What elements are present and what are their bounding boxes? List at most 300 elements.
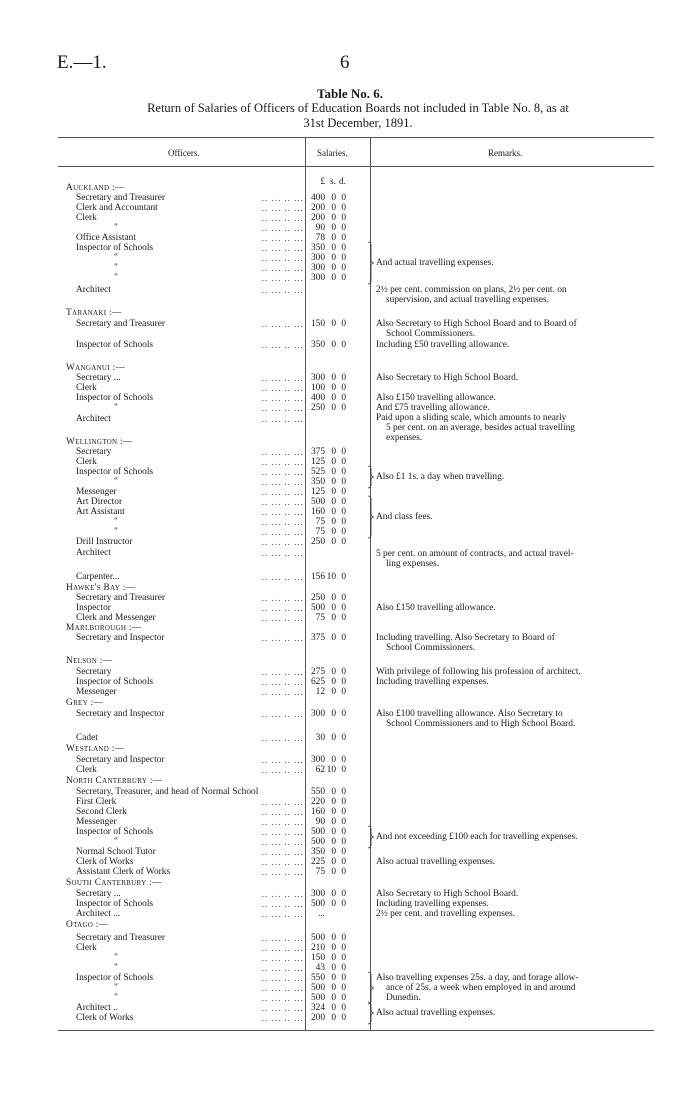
officer-label: " bbox=[114, 263, 118, 273]
officer-label: " bbox=[114, 517, 118, 527]
leader-dots: .. ... .. ... bbox=[261, 340, 304, 350]
salary-pence: 0 bbox=[341, 457, 346, 467]
salary-pounds: 500 bbox=[310, 933, 325, 943]
remark-text bbox=[376, 285, 652, 305]
remark-line: Including travelling expenses. bbox=[376, 899, 489, 909]
remark-text bbox=[376, 1008, 652, 1018]
remark-line: And not exceeding £100 each for travelling expenses. bbox=[376, 832, 578, 842]
officer-label: Grey :— bbox=[66, 698, 104, 708]
leader-dots: .. ... .. ... bbox=[261, 953, 304, 963]
salary-pence: 0 bbox=[341, 340, 346, 350]
salary-pounds: 43 bbox=[315, 963, 325, 973]
remark-line: ling expenses. bbox=[386, 559, 440, 569]
salary-pence: 0 bbox=[341, 889, 346, 899]
salary-pounds: 500 bbox=[310, 983, 325, 993]
leader-dots: .. ... .. ... bbox=[261, 837, 304, 847]
salary-pounds: 550 bbox=[310, 973, 325, 983]
salary-shillings: 0 bbox=[331, 943, 336, 953]
leader-dots: .. ... .. ... bbox=[261, 548, 304, 558]
salary-pounds: 200 bbox=[310, 1013, 325, 1023]
remark-line: Also Secretary to High School Board. bbox=[376, 373, 519, 383]
officer-label: Auckland :— bbox=[66, 183, 125, 193]
salary-pence: 0 bbox=[341, 667, 346, 677]
brace-mark bbox=[367, 241, 375, 285]
salary-shillings: 0 bbox=[331, 537, 336, 547]
salary-shillings: 0 bbox=[331, 613, 336, 623]
leader-dots: .. ... .. ... bbox=[261, 447, 304, 457]
remark-line: And class fees. bbox=[376, 512, 433, 522]
salary-pounds: 200 bbox=[310, 213, 325, 223]
salary-shillings: 0 bbox=[331, 733, 336, 743]
salary-pence: 0 bbox=[341, 253, 346, 263]
officer-label: Secretary, Treasurer, and head of Normal School bbox=[76, 787, 259, 797]
leader-dots: .. ... .. ... bbox=[261, 403, 304, 413]
salary-pence: 0 bbox=[341, 507, 346, 517]
remark-line: Dunedin. bbox=[386, 993, 421, 1003]
salary-pence: 0 bbox=[341, 403, 346, 413]
salary-shillings: 0 bbox=[331, 477, 336, 487]
salary-pence: 0 bbox=[341, 593, 346, 603]
salary-pounds: 350 bbox=[310, 243, 325, 253]
salary-shillings: 0 bbox=[331, 403, 336, 413]
officer-label: North Canterbury :— bbox=[66, 776, 163, 786]
leader-dots: .. ... .. ... bbox=[261, 603, 304, 613]
salary-shillings: 0 bbox=[331, 787, 336, 797]
salary-shillings: 0 bbox=[331, 983, 336, 993]
salary-pence: 0 bbox=[341, 383, 346, 393]
officer-label: Taranaki :— bbox=[66, 308, 122, 318]
remark-line: School Commissioners and to High School Board. bbox=[386, 719, 576, 729]
salary-pence: 0 bbox=[341, 393, 346, 403]
salary-pence: 0 bbox=[341, 243, 346, 253]
remark-line: Including travelling. Also Secretary to Board of bbox=[376, 633, 555, 643]
leader-dots: .. ... .. ... bbox=[261, 1013, 304, 1023]
salary-pence: 0 bbox=[341, 817, 346, 827]
officer-label: Nelson :— bbox=[66, 656, 113, 666]
remark-text bbox=[376, 403, 652, 413]
salary-shillings: 0 bbox=[331, 817, 336, 827]
salary-pounds: 350 bbox=[310, 847, 325, 857]
salary-pounds: 550 bbox=[310, 787, 325, 797]
salary-pence: 0 bbox=[341, 603, 346, 613]
salary-pounds: 30 bbox=[315, 733, 325, 743]
page-header-ref: E.—1. bbox=[57, 52, 107, 73]
leader-dots: .. ... .. ... bbox=[261, 285, 304, 295]
officer-label: Assistant Clerk of Works bbox=[76, 867, 171, 877]
leader-dots: .. ... .. ... bbox=[261, 817, 304, 827]
officer-label: " bbox=[114, 403, 118, 413]
remark-text bbox=[376, 857, 652, 867]
salary-pounds: 125 bbox=[310, 457, 325, 467]
officer-label: Carpenter... bbox=[76, 572, 120, 582]
remark-line: supervision, and actual travelling expenses. bbox=[386, 295, 549, 305]
salary-shillings: 0 bbox=[331, 827, 336, 837]
leader-dots: .. ... .. ... bbox=[261, 909, 304, 919]
leader-dots: .. ... .. ... bbox=[261, 687, 304, 697]
leader-dots: .. ... .. ... bbox=[261, 613, 304, 623]
salary-pounds: 350 bbox=[310, 340, 325, 350]
salary-pence: 0 bbox=[341, 223, 346, 233]
table-subtitle-line-2: 31st December, 1891. bbox=[303, 116, 413, 130]
salary-shillings: 0 bbox=[331, 319, 336, 329]
salary-pence: 0 bbox=[341, 993, 346, 1003]
leader-dots: .. ... .. ... bbox=[261, 827, 304, 837]
remark-text bbox=[376, 909, 652, 919]
salary-pounds: 500 bbox=[310, 497, 325, 507]
officer-label: Secretary bbox=[76, 447, 112, 457]
leader-dots: .. ... .. ... bbox=[261, 755, 304, 765]
salary-shillings: 0 bbox=[331, 633, 336, 643]
leader-dots: .. ... .. ... bbox=[261, 667, 304, 677]
officer-label: Cadet bbox=[76, 733, 98, 743]
officer-label: Marlborough :— bbox=[66, 623, 142, 633]
salary-pence: 0 bbox=[341, 709, 346, 719]
leader-dots: .. ... .. ... bbox=[261, 263, 304, 273]
brace-mark bbox=[367, 1001, 375, 1025]
salary-pounds: 125 bbox=[310, 487, 325, 497]
leader-dots: .. ... .. ... bbox=[261, 233, 304, 243]
officer-label: Secretary and Inspector bbox=[76, 633, 165, 643]
page-number: 6 bbox=[340, 52, 350, 73]
salary-shillings: 0 bbox=[331, 867, 336, 877]
remark-line: Also £150 travelling allowance. bbox=[376, 393, 496, 403]
leader-dots: .. ... .. ... bbox=[261, 527, 304, 537]
salary-pounds: 210 bbox=[310, 943, 325, 953]
leader-dots: .. ... .. ... bbox=[261, 383, 304, 393]
salary-pounds: 75 bbox=[315, 613, 325, 623]
currency-pence: d. bbox=[338, 177, 346, 187]
salary-shillings: 0 bbox=[331, 527, 336, 537]
leader-dots: .. ... .. ... bbox=[261, 889, 304, 899]
brace-mark bbox=[367, 971, 375, 1005]
salary-pounds: 324 bbox=[310, 1003, 325, 1013]
salary-pence: 0 bbox=[341, 797, 346, 807]
salary-shillings: 0 bbox=[331, 973, 336, 983]
salary-pounds: 220 bbox=[310, 797, 325, 807]
remark-line: And actual travelling expenses. bbox=[376, 258, 494, 268]
salary-pounds: 300 bbox=[310, 709, 325, 719]
officer-label: First Clerk bbox=[76, 797, 117, 807]
officer-label: Inspector of Schools bbox=[76, 243, 154, 253]
remark-text bbox=[376, 373, 652, 383]
salary-pence: 0 bbox=[341, 633, 346, 643]
leader-dots: .. ... .. ... bbox=[261, 487, 304, 497]
leader-dots: .. ... .. ... bbox=[261, 765, 304, 775]
officer-label: Art Assistant bbox=[76, 507, 125, 517]
salary-pence: 0 bbox=[341, 319, 346, 329]
remark-text bbox=[376, 340, 652, 350]
salary-shillings: 0 bbox=[331, 340, 336, 350]
salary-pence: 0 bbox=[341, 1003, 346, 1013]
salary-pounds: 90 bbox=[315, 817, 325, 827]
leader-dots: .. ... .. ... bbox=[261, 899, 304, 909]
salary-pounds: 250 bbox=[310, 593, 325, 603]
salary-pence: 0 bbox=[341, 857, 346, 867]
salary-shillings: 0 bbox=[331, 709, 336, 719]
remark-line: 2½ per cent. commission on plans, 2½ per cent. on bbox=[376, 285, 567, 295]
table-subtitle-line-1: Return of Salaries of Officers of Education Boards not included in Table No. 8, as at bbox=[147, 101, 569, 115]
salary-shillings: 0 bbox=[331, 203, 336, 213]
salary-shillings: 0 bbox=[331, 517, 336, 527]
salary-pence: 0 bbox=[341, 233, 346, 243]
salary-pounds: 350 bbox=[310, 477, 325, 487]
leader-dots: .. ... .. ... bbox=[261, 477, 304, 487]
remark-line: Including travelling expenses. bbox=[376, 677, 489, 687]
salary-shillings: 0 bbox=[331, 487, 336, 497]
remark-text bbox=[376, 832, 652, 842]
leader-dots: .. ... .. ... bbox=[261, 1003, 304, 1013]
salary-pence: 0 bbox=[341, 447, 346, 457]
currency-pounds: £ bbox=[320, 177, 325, 187]
leader-dots: .. ... .. ... bbox=[261, 517, 304, 527]
salary-pence: 0 bbox=[341, 263, 346, 273]
salary-pounds: 300 bbox=[310, 373, 325, 383]
salary-shillings: 0 bbox=[331, 213, 336, 223]
column-header-officers: Officers. bbox=[168, 148, 200, 158]
salary-pence: 0 bbox=[341, 899, 346, 909]
officer-label: " bbox=[114, 527, 118, 537]
remark-line: 5 per cent. on amount of contracts, and actual travel- bbox=[376, 549, 574, 559]
salary-shillings: 0 bbox=[331, 755, 336, 765]
remark-text bbox=[376, 709, 652, 729]
leader-dots: .. ... .. ... bbox=[261, 319, 304, 329]
salary-shillings: 10 bbox=[326, 765, 336, 775]
salary-pounds: 150 bbox=[310, 319, 325, 329]
officer-label: " bbox=[114, 223, 118, 233]
officer-label: Clerk of Works bbox=[76, 1013, 134, 1023]
salary-shillings: 0 bbox=[331, 963, 336, 973]
leader-dots: .. ... .. ... bbox=[261, 733, 304, 743]
remark-line: And £75 travelling allowance. bbox=[376, 403, 490, 413]
salary-pounds: 275 bbox=[310, 667, 325, 677]
salary-shillings: 0 bbox=[331, 243, 336, 253]
officer-label: Westland :— bbox=[66, 744, 125, 754]
leader-dots: .. ... .. ... bbox=[261, 393, 304, 403]
officer-label: " bbox=[114, 983, 118, 993]
salary-pence: 0 bbox=[341, 943, 346, 953]
leader-dots: .. ... .. ... bbox=[261, 933, 304, 943]
remark-line: Also Secretary to High School Board and to Board of bbox=[376, 319, 577, 329]
salary-pence: 0 bbox=[341, 827, 346, 837]
salary-shillings: 0 bbox=[331, 899, 336, 909]
officer-label: Architect bbox=[76, 285, 111, 295]
remark-line: ance of 25s. a week when employed in and around bbox=[386, 983, 576, 993]
remark-text bbox=[376, 667, 652, 677]
officer-label: Inspector of Schools bbox=[76, 393, 154, 403]
leader-dots: .. ... .. ... bbox=[261, 807, 304, 817]
salary-pounds: ... bbox=[317, 909, 325, 919]
leader-dots: .. ... .. ... bbox=[261, 857, 304, 867]
officer-label: Architect .. bbox=[76, 1003, 118, 1013]
salary-pounds: 525 bbox=[310, 467, 325, 477]
salary-pounds: 300 bbox=[310, 273, 325, 283]
leader-dots: .. ... .. ... bbox=[261, 709, 304, 719]
salary-pounds: 300 bbox=[310, 889, 325, 899]
leader-dots: .. ... .. ... bbox=[261, 467, 304, 477]
salary-pence: 0 bbox=[341, 527, 346, 537]
salary-pounds: 160 bbox=[310, 507, 325, 517]
salary-shillings: 0 bbox=[331, 933, 336, 943]
salary-shillings: 0 bbox=[331, 457, 336, 467]
officer-label: Secretary and Inspector bbox=[76, 709, 165, 719]
officer-label: Clerk and Messenger bbox=[76, 613, 156, 623]
officer-label: Normal School Tutor bbox=[76, 847, 156, 857]
salary-pence: 0 bbox=[341, 733, 346, 743]
salary-shillings: 10 bbox=[326, 572, 336, 582]
salary-pence: 0 bbox=[341, 933, 346, 943]
officer-label: Second Clerk bbox=[76, 807, 127, 817]
officer-label: Inspector of Schools bbox=[76, 973, 154, 983]
remark-text bbox=[376, 899, 652, 909]
salary-pence: 0 bbox=[341, 572, 346, 582]
remark-text bbox=[376, 319, 652, 339]
remark-text bbox=[376, 633, 652, 653]
salary-shillings: 0 bbox=[331, 837, 336, 847]
officer-label: " bbox=[114, 993, 118, 1003]
salary-pounds: 375 bbox=[310, 447, 325, 457]
officer-label: Secretary ... bbox=[76, 373, 121, 383]
salary-pence: 0 bbox=[341, 953, 346, 963]
remark-text bbox=[376, 512, 652, 522]
salary-shillings: 0 bbox=[331, 667, 336, 677]
salary-pence: 0 bbox=[341, 497, 346, 507]
officer-label: " bbox=[114, 273, 118, 283]
remark-text bbox=[376, 889, 652, 899]
officer-label: South Canterbury :— bbox=[66, 878, 162, 888]
salary-shillings: 0 bbox=[331, 193, 336, 203]
remark-text bbox=[376, 677, 652, 687]
salary-pounds: 400 bbox=[310, 193, 325, 203]
officer-label: Inspector of Schools bbox=[76, 899, 154, 909]
officer-label: Secretary ... bbox=[76, 889, 121, 899]
leader-dots: .. ... .. ... bbox=[261, 983, 304, 993]
salary-pence: 0 bbox=[341, 963, 346, 973]
officer-label: Otago :— bbox=[66, 920, 109, 930]
salary-pounds: 500 bbox=[310, 899, 325, 909]
officer-label: Messenger bbox=[76, 817, 117, 827]
remark-text bbox=[376, 549, 652, 569]
leader-dots: .. ... .. ... bbox=[261, 223, 304, 233]
officer-label: Drill Instructor bbox=[76, 537, 133, 547]
leader-dots: .. ... .. ... bbox=[261, 847, 304, 857]
remark-line: expenses. bbox=[386, 433, 423, 443]
salary-pounds: 100 bbox=[310, 383, 325, 393]
salary-pence: 0 bbox=[341, 973, 346, 983]
leader-dots: .. ... .. ... bbox=[261, 507, 304, 517]
currency-shillings: s. bbox=[330, 177, 336, 187]
salary-pounds: 156 bbox=[310, 572, 325, 582]
salary-pounds: 160 bbox=[310, 807, 325, 817]
remark-line: With privilege of following his profession of architect. bbox=[376, 667, 581, 677]
salary-pence: 0 bbox=[341, 477, 346, 487]
remark-text bbox=[376, 413, 652, 443]
salary-shillings: 0 bbox=[331, 507, 336, 517]
salary-pounds: 12 bbox=[315, 687, 325, 697]
remark-text bbox=[376, 472, 652, 482]
remark-line: 5 per cent. on an average, besides actual travelling bbox=[386, 423, 575, 433]
officer-label: Clerk of Works bbox=[76, 857, 134, 867]
remark-text bbox=[376, 393, 652, 403]
salary-pounds: 250 bbox=[310, 537, 325, 547]
salary-pence: 0 bbox=[341, 687, 346, 697]
leader-dots: .. ... .. ... bbox=[261, 677, 304, 687]
officer-label: Clerk bbox=[76, 213, 97, 223]
leader-dots: .. ... .. ... bbox=[261, 633, 304, 643]
officer-label: Messenger bbox=[76, 487, 117, 497]
salary-pounds: 250 bbox=[310, 403, 325, 413]
salary-pence: 0 bbox=[341, 983, 346, 993]
salary-pounds: 375 bbox=[310, 633, 325, 643]
salary-pence: 0 bbox=[341, 517, 346, 527]
leader-dots: .. ... .. ... bbox=[261, 943, 304, 953]
remark-line: Also £1 1s. a day when travelling. bbox=[376, 472, 505, 482]
leader-dots: .. ... .. ... bbox=[261, 273, 304, 283]
salary-shillings: 0 bbox=[331, 447, 336, 457]
salary-shillings: 0 bbox=[331, 373, 336, 383]
officer-label: Office Assistant bbox=[76, 233, 136, 243]
salary-shillings: 0 bbox=[331, 953, 336, 963]
salary-pence: 0 bbox=[341, 1013, 346, 1023]
officer-label: Inspector of Schools bbox=[76, 677, 154, 687]
remark-line: Also £150 travelling allowance. bbox=[376, 603, 496, 613]
salary-pounds: 75 bbox=[315, 527, 325, 537]
column-header-salaries: Salaries. bbox=[317, 148, 348, 158]
remark-line: 2½ per cent. and travelling expenses. bbox=[376, 909, 516, 919]
salary-pounds: 78 bbox=[315, 233, 325, 243]
salary-shillings: 0 bbox=[331, 467, 336, 477]
brace-mark bbox=[367, 495, 375, 539]
leader-dots: .. ... .. ... bbox=[261, 203, 304, 213]
remark-line: School Commissioners. bbox=[386, 643, 476, 653]
officer-label: Architect ... bbox=[76, 909, 121, 919]
remark-line: Paid upon a sliding scale, which amounts to nearly bbox=[376, 413, 567, 423]
salary-pence: 0 bbox=[341, 487, 346, 497]
leader-dots: .. ... .. ... bbox=[261, 963, 304, 973]
salary-shillings: 0 bbox=[331, 1013, 336, 1023]
remark-line: Including £50 travelling allowance. bbox=[376, 340, 510, 350]
salary-shillings: 0 bbox=[331, 687, 336, 697]
remark-line: Also £100 travelling allowance. Also Secretary to bbox=[376, 709, 563, 719]
salary-pounds: 400 bbox=[310, 393, 325, 403]
leader-dots: .. ... .. ... bbox=[261, 253, 304, 263]
salary-pounds: 150 bbox=[310, 953, 325, 963]
table-title: Table No. 6. bbox=[317, 86, 383, 101]
officer-label: Clerk bbox=[76, 457, 97, 467]
officer-label: Inspector bbox=[76, 603, 111, 613]
leader-dots: .. ... .. ... bbox=[261, 457, 304, 467]
salary-pounds: 300 bbox=[310, 755, 325, 765]
salary-shillings: 0 bbox=[331, 889, 336, 899]
salary-shillings: 0 bbox=[331, 253, 336, 263]
officer-label: Inspector of Schools bbox=[76, 827, 154, 837]
officer-label: Secretary and Treasurer bbox=[76, 933, 166, 943]
salary-shillings: 0 bbox=[331, 497, 336, 507]
officer-label: Secretary and Inspector bbox=[76, 755, 165, 765]
salary-shillings: 0 bbox=[331, 1003, 336, 1013]
salary-pounds: 625 bbox=[310, 677, 325, 687]
salary-pounds: 500 bbox=[310, 603, 325, 613]
officer-label: " bbox=[114, 953, 118, 963]
salary-shillings: 0 bbox=[331, 263, 336, 273]
salary-pence: 0 bbox=[341, 837, 346, 847]
remark-line: Also travelling expenses 25s. a day, and forage allow- bbox=[376, 973, 579, 983]
salary-shillings: 0 bbox=[331, 233, 336, 243]
remark-line: Also actual travelling expenses. bbox=[376, 857, 496, 867]
salary-pounds: 75 bbox=[315, 867, 325, 877]
remark-line: School Commissioners. bbox=[386, 329, 476, 339]
leader-dots: .. ... .. ... bbox=[261, 243, 304, 253]
remark-text bbox=[376, 258, 652, 268]
